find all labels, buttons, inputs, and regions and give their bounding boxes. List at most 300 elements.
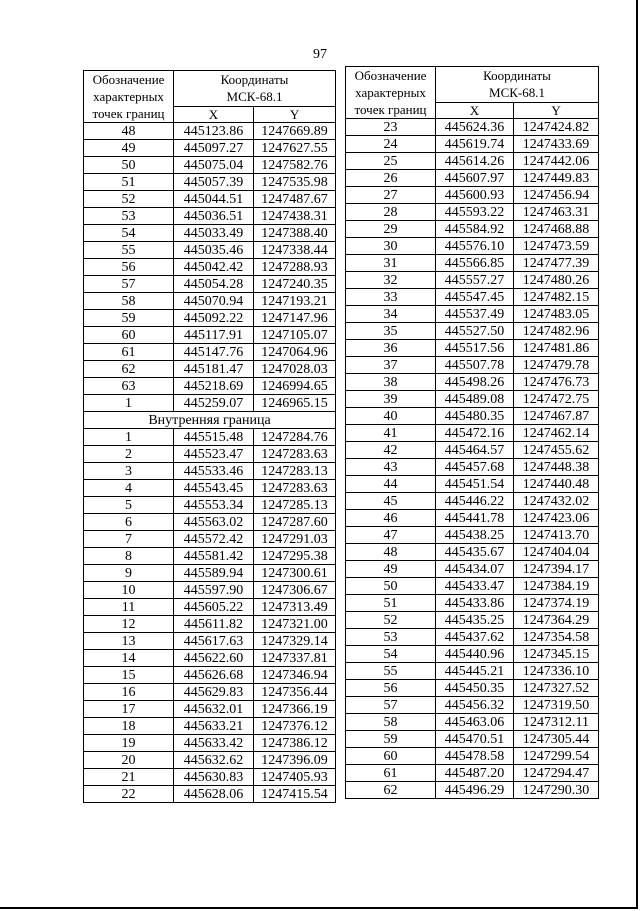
x-coordinate: 445440.96 [436,646,514,663]
y-coordinate: 1247294.47 [514,765,599,782]
y-coordinate: 1247283.13 [254,463,336,480]
table-row [84,650,336,667]
table-row [84,378,336,395]
point-number: 6 [84,514,174,531]
y-coordinate: 1247064.96 [254,344,336,361]
y-coordinate: 1247482.96 [514,323,599,340]
point-number: 22 [84,786,174,803]
point-header-line-3: точек границ [354,102,427,117]
y-coordinate: 1247627.55 [254,140,336,157]
table-row [346,323,599,340]
x-coordinate: 445584.92 [436,221,514,238]
y-coordinate: 1247290.30 [514,782,599,799]
x-coordinate: 445507.78 [436,357,514,374]
table-row [84,429,336,446]
point-number: 14 [84,650,174,667]
y-coordinate: 1247321.00 [254,616,336,633]
table-row [84,293,336,310]
y-coordinate: 1247356.44 [254,684,336,701]
y-coordinate: 1247384.19 [514,578,599,595]
y-coordinate: 1247467.87 [514,408,599,425]
x-coordinate: 445629.83 [174,684,254,701]
table-row [84,497,336,514]
table-row [84,327,336,344]
table-row [346,493,599,510]
point-number: 36 [346,340,436,357]
x-coordinate: 445605.22 [174,599,254,616]
y-coordinate: 1247319.50 [514,697,599,714]
x-coordinate: 445496.29 [436,782,514,799]
table-row [346,646,599,663]
table-row [346,153,599,170]
x-coordinate: 445036.51 [174,208,254,225]
table-row [346,238,599,255]
table-row [346,459,599,476]
x-coordinate: 445433.47 [436,578,514,595]
point-number: 33 [346,289,436,306]
y-coordinate: 1247105.07 [254,327,336,344]
y-coordinate: 1247415.54 [254,786,336,803]
point-number: 57 [84,276,174,293]
y-coordinate: 1247345.15 [514,646,599,663]
point-header-line-3: точек границ [92,106,165,121]
x-coordinate: 445438.25 [436,527,514,544]
y-coordinate: 1247463.31 [514,204,599,221]
x-coordinate: 445572.42 [174,531,254,548]
y-coordinate: 1247582.76 [254,157,336,174]
table-row [84,684,336,701]
point-header [84,71,174,123]
boundary-rows [346,119,599,799]
x-coordinate: 445070.94 [174,293,254,310]
y-coordinate: 1247376.12 [254,718,336,735]
y-coordinate: 1247482.15 [514,289,599,306]
point-number: 52 [346,612,436,629]
y-coordinate: 1247669.89 [254,123,336,140]
x-coordinate: 445557.27 [436,272,514,289]
point-number: 30 [346,238,436,255]
y-coordinate: 1247423.06 [514,510,599,527]
point-header [346,67,436,119]
table-row [346,357,599,374]
table-row [346,187,599,204]
point-number: 28 [346,204,436,221]
y-coordinate: 1247440.48 [514,476,599,493]
point-number: 56 [84,259,174,276]
y-coordinate: 1247438.31 [254,208,336,225]
y-coordinate: 1247405.93 [254,769,336,786]
y-coordinate: 1247346.94 [254,667,336,684]
x-coordinate: 445457.68 [436,459,514,476]
x-coordinate: 445057.39 [174,174,254,191]
x-coordinate: 445581.42 [174,548,254,565]
point-number: 29 [346,221,436,238]
x-coordinate: 445456.32 [436,697,514,714]
point-number: 18 [84,718,174,735]
point-number: 40 [346,408,436,425]
point-number: 32 [346,272,436,289]
x-coordinate: 445614.26 [436,153,514,170]
x-coordinate: 445259.07 [174,395,254,412]
table-row [84,242,336,259]
x-coordinate: 445622.60 [174,650,254,667]
x-coordinate: 445435.25 [436,612,514,629]
point-number: 50 [346,578,436,595]
y-coordinate: 1247329.14 [254,633,336,650]
point-number: 31 [346,255,436,272]
y-coordinate: 1247313.49 [254,599,336,616]
x-coordinate: 445478.58 [436,748,514,765]
x-column-header: X [174,106,254,122]
y-coordinate: 1247483.05 [514,306,599,323]
page-number: 97 [313,47,327,62]
y-coordinate: 1247299.54 [514,748,599,765]
x-coordinate: 445498.26 [436,374,514,391]
table-row [346,731,599,748]
table-row [84,463,336,480]
table-row [346,680,599,697]
table-row [346,272,599,289]
point-number: 23 [346,119,436,136]
table-row [346,374,599,391]
point-number: 53 [84,208,174,225]
point-header-line-1: Обозначение [354,68,427,83]
y-coordinate: 1247300.61 [254,565,336,582]
y-coordinate: 1247468.88 [514,221,599,238]
table-row [84,565,336,582]
point-number: 63 [84,378,174,395]
coordinates-header [436,67,599,103]
y-coordinate: 1247442.06 [514,153,599,170]
point-number: 46 [346,510,436,527]
point-number: 3 [84,463,174,480]
y-coordinate: 1247287.60 [254,514,336,531]
point-header-line-2: характерных [93,89,164,104]
y-coordinate: 1247366.19 [254,701,336,718]
point-number: 39 [346,391,436,408]
point-number: 49 [84,140,174,157]
y-coordinate: 1247288.93 [254,259,336,276]
y-coordinate: 1247448.38 [514,459,599,476]
x-coordinate: 445630.83 [174,769,254,786]
y-coordinate: 1246994.65 [254,378,336,395]
table-row [84,531,336,548]
coordinates-header-line-1: Координаты [483,68,551,84]
x-coordinate: 445445.21 [436,663,514,680]
table-row [346,391,599,408]
coordinates-header-line-2: МСК-68.1 [226,89,283,105]
point-number: 57 [346,697,436,714]
point-number: 25 [346,153,436,170]
x-coordinate: 445527.50 [436,323,514,340]
table-row [84,208,336,225]
point-number: 41 [346,425,436,442]
y-coordinate: 1247291.03 [254,531,336,548]
x-coordinate: 445589.94 [174,565,254,582]
point-number: 60 [84,327,174,344]
y-coordinate: 1247394.17 [514,561,599,578]
point-number: 1 [84,395,174,412]
x-coordinate: 445437.62 [436,629,514,646]
x-coordinate: 445097.27 [174,140,254,157]
table-row [84,191,336,208]
point-number: 11 [84,599,174,616]
point-number: 16 [84,684,174,701]
x-coordinate: 445035.46 [174,242,254,259]
y-coordinate: 1247338.44 [254,242,336,259]
coordinates-header [174,71,336,107]
point-number: 12 [84,616,174,633]
point-number: 52 [84,191,174,208]
x-coordinate: 445632.62 [174,752,254,769]
y-coordinate: 1247404.04 [514,544,599,561]
table-row [346,561,599,578]
y-coordinate: 1246965.15 [254,395,336,412]
y-coordinate: 1247305.44 [514,731,599,748]
point-number: 26 [346,170,436,187]
table-row [346,476,599,493]
table-row [346,425,599,442]
inner-boundary-rows [84,429,336,803]
y-coordinate: 1247364.29 [514,612,599,629]
x-coordinate: 445464.57 [436,442,514,459]
x-coordinate: 445563.02 [174,514,254,531]
table-row [84,276,336,293]
point-number: 24 [346,136,436,153]
y-coordinate: 1247432.02 [514,493,599,510]
y-coordinate: 1247337.81 [254,650,336,667]
table-row [84,344,336,361]
y-coordinate: 1247433.69 [514,136,599,153]
x-coordinate: 445044.51 [174,191,254,208]
table-row [84,123,336,140]
y-coordinate: 1247476.73 [514,374,599,391]
x-coordinate: 445434.07 [436,561,514,578]
y-coordinate: 1247472.75 [514,391,599,408]
point-number: 21 [84,769,174,786]
table-row [346,663,599,680]
table-row [346,306,599,323]
x-coordinate: 445441.78 [436,510,514,527]
x-coordinate: 445218.69 [174,378,254,395]
coordinates-header-line-1: Координаты [220,72,289,88]
y-coordinate: 1247240.35 [254,276,336,293]
table-row [346,544,599,561]
y-coordinate: 1247424.82 [514,119,599,136]
table-row [346,697,599,714]
point-number: 35 [346,323,436,340]
table-row [346,442,599,459]
y-coordinate: 1247413.70 [514,527,599,544]
point-number: 38 [346,374,436,391]
x-coordinate: 445593.22 [436,204,514,221]
point-number: 60 [346,748,436,765]
y-coordinate: 1247487.67 [254,191,336,208]
point-number: 1 [84,429,174,446]
outer-boundary-rows [84,123,336,412]
table-row [346,748,599,765]
x-coordinate: 445611.82 [174,616,254,633]
x-coordinate: 445463.06 [436,714,514,731]
y-coordinate: 1247312.11 [514,714,599,731]
point-number: 53 [346,629,436,646]
table-row [84,480,336,497]
coordinates-table-left [83,70,336,803]
x-coordinate: 445470.51 [436,731,514,748]
y-coordinate: 1247477.39 [514,255,599,272]
x-column-header: X [436,102,514,118]
point-number: 2 [84,446,174,463]
x-coordinate: 445092.22 [174,310,254,327]
y-coordinate: 1247481.86 [514,340,599,357]
inner-boundary-title: Внутренняя граница [84,412,336,429]
point-number: 48 [84,123,174,140]
y-coordinate: 1247386.12 [254,735,336,752]
point-number: 20 [84,752,174,769]
x-coordinate: 445628.06 [174,786,254,803]
y-coordinate: 1247193.21 [254,293,336,310]
x-coordinate: 445042.42 [174,259,254,276]
x-coordinate: 445543.45 [174,480,254,497]
table-row [346,136,599,153]
point-number: 61 [84,344,174,361]
point-number: 19 [84,735,174,752]
y-coordinate: 1247479.78 [514,357,599,374]
x-coordinate: 445600.93 [436,187,514,204]
table-row [346,765,599,782]
table-row [346,510,599,527]
x-coordinate: 445472.16 [436,425,514,442]
x-coordinate: 445075.04 [174,157,254,174]
x-coordinate: 445489.08 [436,391,514,408]
y-coordinate: 1247455.62 [514,442,599,459]
coordinates-table-right [345,66,599,799]
x-coordinate: 445566.85 [436,255,514,272]
point-number: 62 [84,361,174,378]
table-row [346,612,599,629]
x-coordinate: 445553.34 [174,497,254,514]
table-row [84,310,336,327]
point-number: 50 [84,157,174,174]
point-number: 7 [84,531,174,548]
point-number: 15 [84,667,174,684]
y-coordinate: 1247283.63 [254,446,336,463]
x-coordinate: 445626.68 [174,667,254,684]
y-coordinate: 1247374.19 [514,595,599,612]
table-row [84,599,336,616]
y-coordinate: 1247480.26 [514,272,599,289]
x-coordinate: 445632.01 [174,701,254,718]
table-row [346,714,599,731]
table-row [346,578,599,595]
point-number: 61 [346,765,436,782]
table-row [84,633,336,650]
point-number: 59 [346,731,436,748]
y-coordinate: 1247462.14 [514,425,599,442]
table-row [84,514,336,531]
y-coordinate: 1247327.52 [514,680,599,697]
x-coordinate: 445487.20 [436,765,514,782]
table-row [84,735,336,752]
point-number: 49 [346,561,436,578]
y-coordinate: 1247473.59 [514,238,599,255]
y-column-header: Y [514,102,599,118]
table-row [346,408,599,425]
table-row [84,259,336,276]
point-number: 10 [84,582,174,599]
point-number: 59 [84,310,174,327]
table-row [84,548,336,565]
x-coordinate: 445619.74 [436,136,514,153]
x-coordinate: 445123.86 [174,123,254,140]
table-row [84,616,336,633]
point-number: 42 [346,442,436,459]
point-number: 43 [346,459,436,476]
table-row [346,119,599,136]
y-coordinate: 1247028.03 [254,361,336,378]
table-row [346,595,599,612]
point-number: 44 [346,476,436,493]
x-coordinate: 445517.56 [436,340,514,357]
point-number: 13 [84,633,174,650]
x-coordinate: 445633.42 [174,735,254,752]
point-number: 55 [84,242,174,259]
x-coordinate: 445480.35 [436,408,514,425]
table-row [84,225,336,242]
x-coordinate: 445607.97 [436,170,514,187]
y-coordinate: 1247306.67 [254,582,336,599]
x-coordinate: 445451.54 [436,476,514,493]
point-number: 45 [346,493,436,510]
x-coordinate: 445515.48 [174,429,254,446]
y-coordinate: 1247388.40 [254,225,336,242]
y-coordinate: 1247535.98 [254,174,336,191]
y-coordinate: 1247284.76 [254,429,336,446]
table-row [346,204,599,221]
table-row [84,718,336,735]
y-coordinate: 1247147.96 [254,310,336,327]
table-row [84,446,336,463]
y-coordinate: 1247283.63 [254,480,336,497]
table-row [346,782,599,799]
point-header-line-2: характерных [355,85,426,100]
point-number: 54 [346,646,436,663]
x-coordinate: 445054.28 [174,276,254,293]
table-row [346,340,599,357]
point-number: 37 [346,357,436,374]
x-coordinate: 445433.86 [436,595,514,612]
y-coordinate: 1247456.94 [514,187,599,204]
point-number: 56 [346,680,436,697]
point-number: 34 [346,306,436,323]
point-number: 55 [346,663,436,680]
x-coordinate: 445033.49 [174,225,254,242]
x-coordinate: 445547.45 [436,289,514,306]
table-row [346,170,599,187]
table-row [346,221,599,238]
x-coordinate: 445147.76 [174,344,254,361]
point-number: 27 [346,187,436,204]
table-row [84,667,336,684]
table-row [84,701,336,718]
point-number: 17 [84,701,174,718]
point-header-line-1: Обозначение [92,72,165,87]
x-coordinate: 445633.21 [174,718,254,735]
point-number: 58 [346,714,436,731]
x-coordinate: 445446.22 [436,493,514,510]
table-row [346,629,599,646]
table-row [346,255,599,272]
